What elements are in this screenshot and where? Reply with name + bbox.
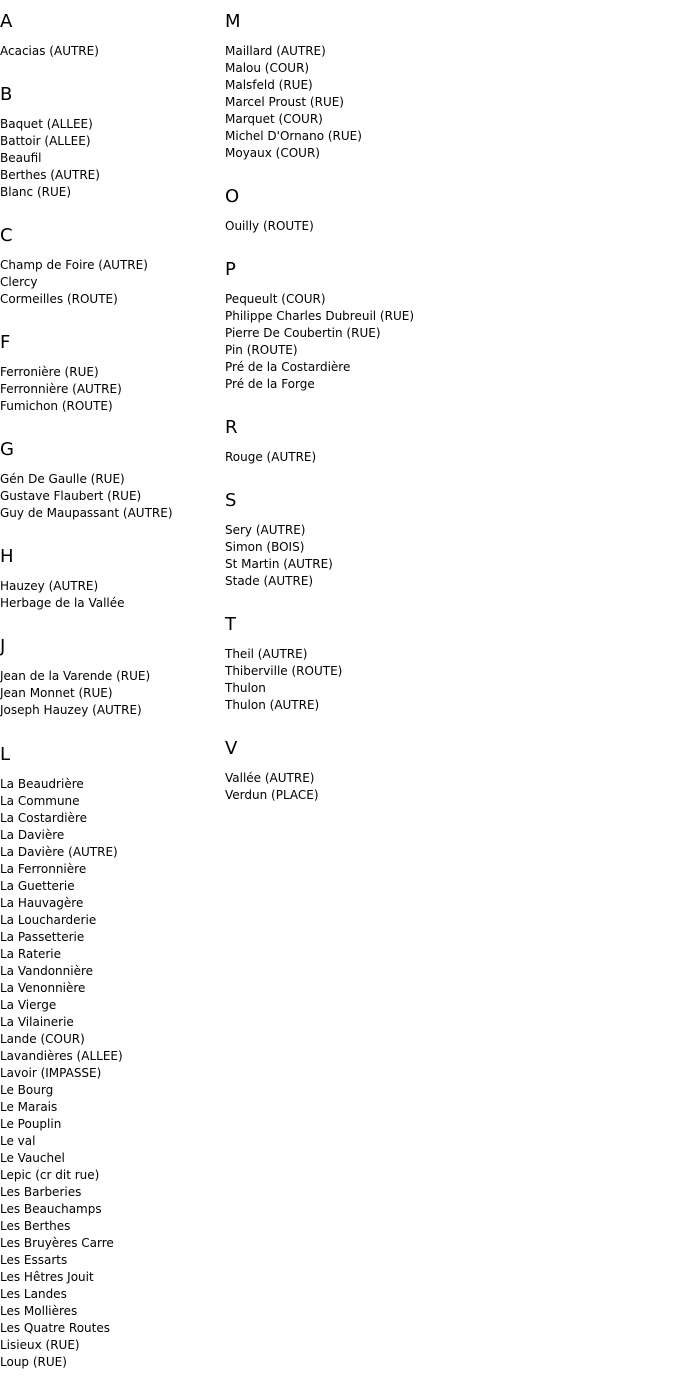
letter-heading: C xyxy=(0,225,13,246)
street-link[interactable]: Jean Monnet (RUE) xyxy=(0,686,113,700)
street-link[interactable]: Theil (AUTRE) xyxy=(225,647,308,661)
section-spacer xyxy=(0,415,220,437)
letter-section-c xyxy=(0,223,220,308)
letter-section-g xyxy=(0,437,220,522)
section-spacer xyxy=(0,612,220,634)
street-link[interactable]: La Raterie xyxy=(0,947,62,961)
street-link[interactable]: La Passetterie xyxy=(0,930,85,944)
street-link[interactable]: Malou (COUR) xyxy=(225,61,310,75)
street-link[interactable]: Ferronnière (AUTRE) xyxy=(0,382,122,396)
street-link[interactable]: Baquet (ALLEE) xyxy=(0,117,93,131)
street-link[interactable]: Les Bruyères Carre xyxy=(0,1236,114,1250)
street-link[interactable]: La Venonnière xyxy=(0,981,86,995)
letter-section-f xyxy=(0,330,220,415)
street-list xyxy=(225,43,665,162)
street-link[interactable]: Stade (AUTRE) xyxy=(225,574,314,588)
street-link[interactable]: Le Marais xyxy=(0,1100,58,1114)
street-link[interactable]: Loup (RUE) xyxy=(0,1355,67,1369)
street-list xyxy=(225,522,665,590)
letter-heading: B xyxy=(0,84,13,105)
letter-section-a xyxy=(0,9,220,60)
street-link[interactable]: Le Bourg xyxy=(0,1083,54,1097)
street-link[interactable]: Moyaux (COUR) xyxy=(225,146,320,160)
street-link[interactable]: Joseph Hauzey (AUTRE) xyxy=(0,703,142,717)
street-link[interactable]: Cormeilles (ROUTE) xyxy=(0,292,118,306)
street-link[interactable]: La Ferronnière xyxy=(0,862,87,876)
street-list xyxy=(225,218,665,235)
street-link[interactable]: Sery (AUTRE) xyxy=(225,523,306,537)
street-list xyxy=(225,449,665,466)
street-link[interactable]: Les Barberies xyxy=(0,1185,82,1199)
street-link[interactable]: Les Landes xyxy=(0,1287,67,1301)
section-spacer xyxy=(225,714,665,736)
street-list xyxy=(225,770,665,804)
letter-section-s xyxy=(225,488,665,590)
letter-section-j xyxy=(0,634,220,719)
street-link[interactable]: Les Beauchamps xyxy=(0,1202,102,1216)
street-link[interactable]: Beaufil xyxy=(0,151,42,165)
section-spacer xyxy=(0,308,220,330)
street-link[interactable]: La Commune xyxy=(0,794,80,808)
street-list xyxy=(0,471,220,522)
street-link[interactable]: La Vilainerie xyxy=(0,1015,74,1029)
street-link[interactable]: Philippe Charles Dubreuil (RUE) xyxy=(225,309,414,323)
street-link[interactable]: Acacias (AUTRE) xyxy=(0,44,99,58)
street-link[interactable]: La Beaudrière xyxy=(0,777,84,791)
street-link[interactable]: Lisieux (RUE) xyxy=(0,1338,80,1352)
letter-section-m xyxy=(225,9,665,162)
street-list xyxy=(0,776,220,1371)
street-link[interactable]: Ferronière (RUE) xyxy=(0,365,99,379)
street-link[interactable]: Le Pouplin xyxy=(0,1117,62,1131)
street-link[interactable]: Les Essarts xyxy=(0,1253,68,1267)
letter-heading: F xyxy=(0,332,11,353)
street-link[interactable]: Le val xyxy=(0,1134,36,1148)
street-link[interactable]: Herbage de la Vallée xyxy=(0,596,125,610)
street-link[interactable]: La Davière xyxy=(0,828,65,842)
street-link[interactable]: La Loucharderie xyxy=(0,913,97,927)
street-link[interactable]: Lavoir (IMPASSE) xyxy=(0,1066,102,1080)
street-link[interactable]: Maillard (AUTRE) xyxy=(225,44,326,58)
letter-section-r xyxy=(225,415,665,466)
left-column xyxy=(0,9,220,1371)
letter-heading: S xyxy=(225,490,237,511)
street-list xyxy=(0,116,220,201)
letter-heading: O xyxy=(225,186,240,207)
letter-heading: T xyxy=(225,614,236,635)
street-link[interactable]: Les Quatre Routes xyxy=(0,1321,110,1335)
letter-section-o xyxy=(225,184,665,235)
section-spacer xyxy=(0,201,220,223)
section-spacer xyxy=(225,466,665,488)
letter-heading: M xyxy=(225,11,241,32)
letter-section-h xyxy=(0,544,220,612)
letter-section-p xyxy=(225,257,665,393)
street-link[interactable]: Pré de la Forge xyxy=(225,377,315,391)
street-link[interactable]: Pierre De Coubertin (RUE) xyxy=(225,326,381,340)
street-link[interactable]: La Vierge xyxy=(0,998,57,1012)
letter-section-l xyxy=(0,742,220,1371)
street-link[interactable]: Verdun (PLACE) xyxy=(225,788,319,802)
street-link[interactable]: Berthes (AUTRE) xyxy=(0,168,100,182)
street-list xyxy=(0,668,220,719)
street-link[interactable]: Pin (ROUTE) xyxy=(225,343,298,357)
street-list xyxy=(225,291,665,393)
letter-heading: A xyxy=(0,11,13,32)
street-link[interactable]: Simon (BOIS) xyxy=(225,540,305,554)
section-spacer xyxy=(0,522,220,544)
street-link[interactable]: La Costardière xyxy=(0,811,87,825)
street-link[interactable]: Malsfeld (RUE) xyxy=(225,78,313,92)
right-column xyxy=(225,9,665,804)
street-list xyxy=(0,257,220,308)
street-link[interactable]: Ouilly (ROUTE) xyxy=(225,219,314,233)
letter-heading: P xyxy=(225,259,236,280)
street-link[interactable]: Le Vauchel xyxy=(0,1151,65,1165)
street-list xyxy=(0,364,220,415)
street-link[interactable]: Pequeult (COUR) xyxy=(225,292,326,306)
street-link[interactable]: Blanc (RUE) xyxy=(0,185,72,199)
street-link[interactable]: Lavandières (ALLEE) xyxy=(0,1049,123,1063)
letter-heading: H xyxy=(0,546,14,567)
street-link[interactable]: Marquet (COUR) xyxy=(225,112,323,126)
street-link[interactable]: Thiberville (ROUTE) xyxy=(225,664,343,678)
street-list xyxy=(0,43,220,60)
section-spacer xyxy=(0,719,220,742)
street-link[interactable]: Les Berthes xyxy=(0,1219,71,1233)
street-link[interactable]: Hauzey (AUTRE) xyxy=(0,579,99,593)
section-spacer xyxy=(225,393,665,415)
street-list xyxy=(0,578,220,612)
section-spacer xyxy=(0,60,220,82)
letter-heading: L xyxy=(0,744,11,765)
street-link[interactable]: Fumichon (ROUTE) xyxy=(0,399,113,413)
street-link[interactable]: Champ de Foire (AUTRE) xyxy=(0,258,148,272)
street-link[interactable]: Thulon xyxy=(225,681,266,695)
section-spacer xyxy=(225,590,665,612)
street-link[interactable]: Clercy xyxy=(0,275,38,289)
street-link[interactable]: La Hauvagère xyxy=(0,896,84,910)
street-link[interactable]: Les Hêtres Jouit xyxy=(0,1270,94,1284)
street-link[interactable]: Lepic (cr dit rue) xyxy=(0,1168,100,1182)
letter-section-v xyxy=(225,736,665,804)
street-link[interactable]: Pré de la Costardière xyxy=(225,360,351,374)
letter-heading: R xyxy=(225,417,238,438)
street-link[interactable]: Gén De Gaulle (RUE) xyxy=(0,472,125,486)
street-link[interactable]: Gustave Flaubert (RUE) xyxy=(0,489,142,503)
section-spacer xyxy=(225,235,665,257)
letter-section-t xyxy=(225,612,665,714)
street-link[interactable]: Thulon (AUTRE) xyxy=(225,698,320,712)
street-link[interactable]: Rouge (AUTRE) xyxy=(225,450,317,464)
street-link[interactable]: Michel D'Ornano (RUE) xyxy=(225,129,362,143)
street-link[interactable]: La Vandonnière xyxy=(0,964,94,978)
letter-section-b xyxy=(0,82,220,201)
street-link[interactable]: Jean de la Varende (RUE) xyxy=(0,669,151,683)
letter-heading: V xyxy=(225,738,238,759)
letter-heading: G xyxy=(0,439,14,460)
street-link[interactable]: St Martin (AUTRE) xyxy=(225,557,333,571)
street-list xyxy=(225,646,665,714)
section-spacer xyxy=(225,162,665,184)
letter-heading: J xyxy=(0,636,6,657)
street-link[interactable]: Marcel Proust (RUE) xyxy=(225,95,344,109)
street-link[interactable]: Battoir (ALLEE) xyxy=(0,134,91,148)
street-link[interactable]: Vallée (AUTRE) xyxy=(225,771,315,785)
street-link[interactable]: Guy de Maupassant (AUTRE) xyxy=(0,506,173,520)
street-link[interactable]: Les Mollières xyxy=(0,1304,78,1318)
street-link[interactable]: La Guetterie xyxy=(0,879,75,893)
street-link[interactable]: Lande (COUR) xyxy=(0,1032,85,1046)
street-link[interactable]: La Davière (AUTRE) xyxy=(0,845,118,859)
